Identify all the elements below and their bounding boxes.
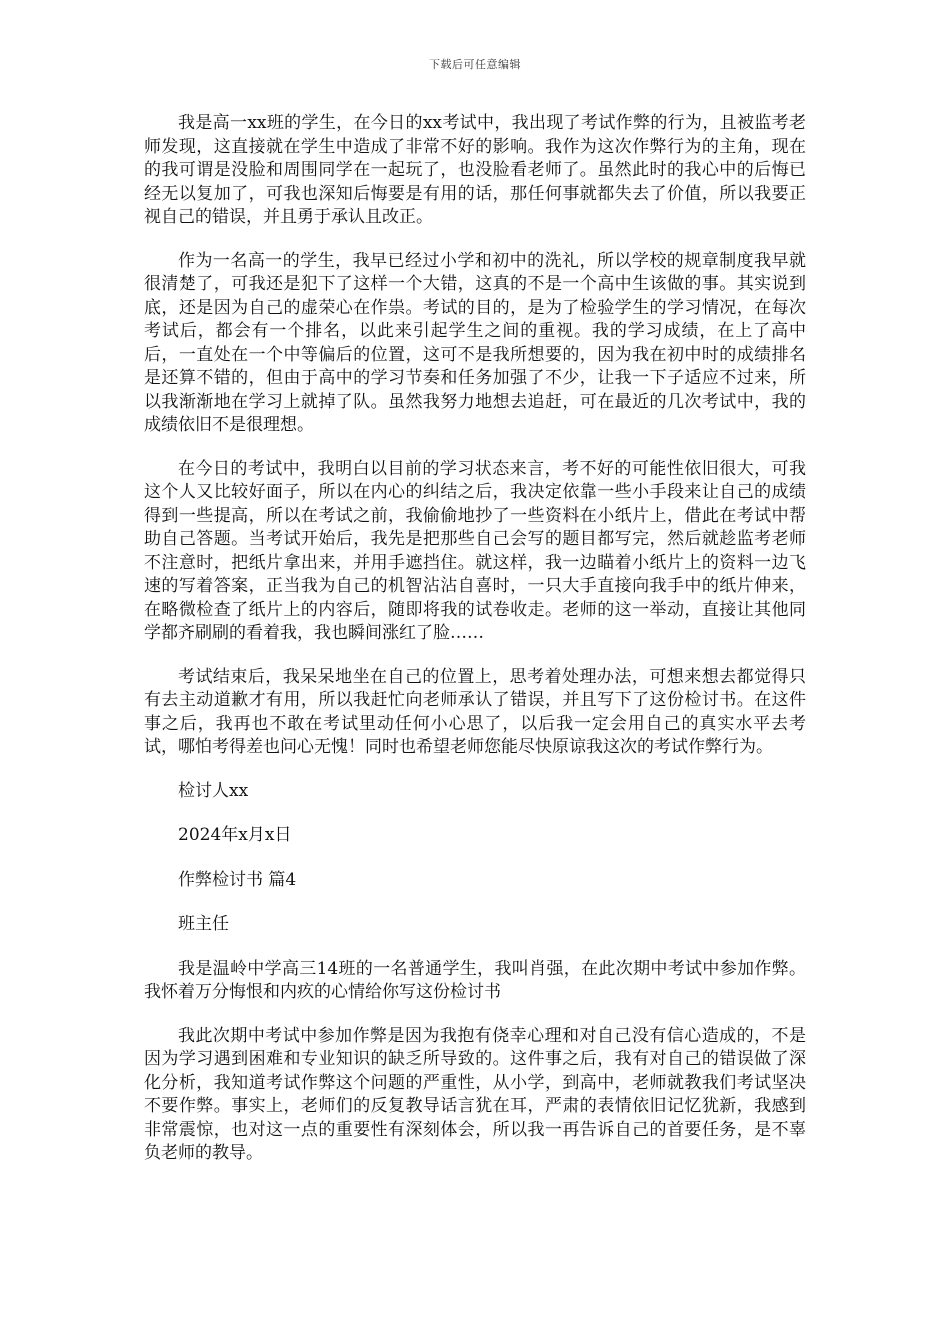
paragraph-6: 我此次期中考试中参加作弊是因为我抱有侥幸心理和对自己没有信心造成的，不是因为学习遇到困难和专业知识的缺乏所导致的。这件事之后，我有对自己的错误做了深化分析，我知道考试作弊这个问题的严重性，从小学，到高中，老师就教我们考试坚决不要作弊。事实上，老师们的反复教导话言犹在耳，严肃的表情依旧记忆犹新，我感到非常震惊，也对这一点的重要性有深刻体会，所以我一再告诉自己的首要任务，是不辜负老师的教导。 <box>144 1025 806 1163</box>
paragraph-5: 我是温岭中学高三14班的一名普通学生，我叫肖强，在此次期中考试中参加作弊。我怀着万分悔恨和内疚的心情给你写这份检讨书 <box>144 958 806 1002</box>
signature: 检讨人xx <box>178 780 249 801</box>
salutation: 班主任 <box>178 914 229 934</box>
page-header: 下载后可任意编辑 <box>429 58 521 71</box>
paragraph-3: 在今日的考试中，我明白以目前的学习状态来言，考不好的可能性依旧很大，可我这个人又比较好面子，所以在内心的纠结之后，我决定依靠一些小手段来让自己的成绩得到一些提高，所以在考试之前，我偷偷地抄了一些资料在小纸片上，借此在考试中帮助自己答题。当考试开始后，我先是把那些自己会写的题目都写完，然后就趁监考老师不注意时，把纸片拿出来，并用手遮挡住。就这样，我一边瞄着小纸片上的资料一边飞速的写着答案，正当我为自己的机智沾沾自喜时，一只大手直接向我手中的纸片伸来，在略微检查了纸片上的内容后，随即将我的试卷收走。老师的这一举动，直接让其他同学都齐刷刷的看着我，我也瞬间涨红了脸…… <box>144 458 806 643</box>
paragraph-2: 作为一名高一的学生，我早已经过小学和初中的洗礼，所以学校的规章制度我早就很清楚了，可我还是犯下了这样一个大错，这真的不是一个高中生该做的事。其实说到底，还是因为自己的虚荣心在作祟。考试的目的，是为了检验学生的学习情况，在每次考试后，都会有一个排名，以此来引起学生之间的重视。我的学习成绩，在上了高中后，一直处在一个中等偏后的位置，这可不是我所想要的，因为我在初中时的成绩排名是还算不错的，但由于高中的学习节奏和任务加强了不少，让我一下子适应不过来，所以我渐渐地在学习上就掉了队。虽然我努力地想去追赶，可在最近的几次考试中，我的成绩依旧不是很理想。 <box>144 250 806 435</box>
paragraph-4: 考试结束后，我呆呆地坐在自己的位置上，思考着处理办法，可想来想去都觉得只有去主动道歉才有用，所以我赶忙向老师承认了错误，并且写下了这份检讨书。在这件事之后，我再也不敢在考试里动任何小心思了，以后我一定会用自己的真实水平去考试，哪怕考得差也问心无愧！同时也希望老师您能尽快原谅我这次的考试作弊行为。 <box>144 666 806 757</box>
section-title: 作弊检讨书 篇4 <box>178 869 297 890</box>
document-body <box>144 112 806 1186</box>
paragraph-1: 我是高一xx班的学生，在今日的xx考试中，我出现了考试作弊的行为，且被监考老师发现，这直接就在学生中造成了非常不好的影响。我作为这次作弊行为的主角，现在的我可谓是没脸和周围同学在一起玩了，也没脸看老师了。虽然此时的我心中的后悔已经无以复加了，可我也深知后悔要是有用的话，那任何事就都失去了价值，所以我要正视自己的错误，并且勇于承认且改正。 <box>144 113 806 227</box>
date-line: 2024年x月x日 <box>178 825 292 845</box>
